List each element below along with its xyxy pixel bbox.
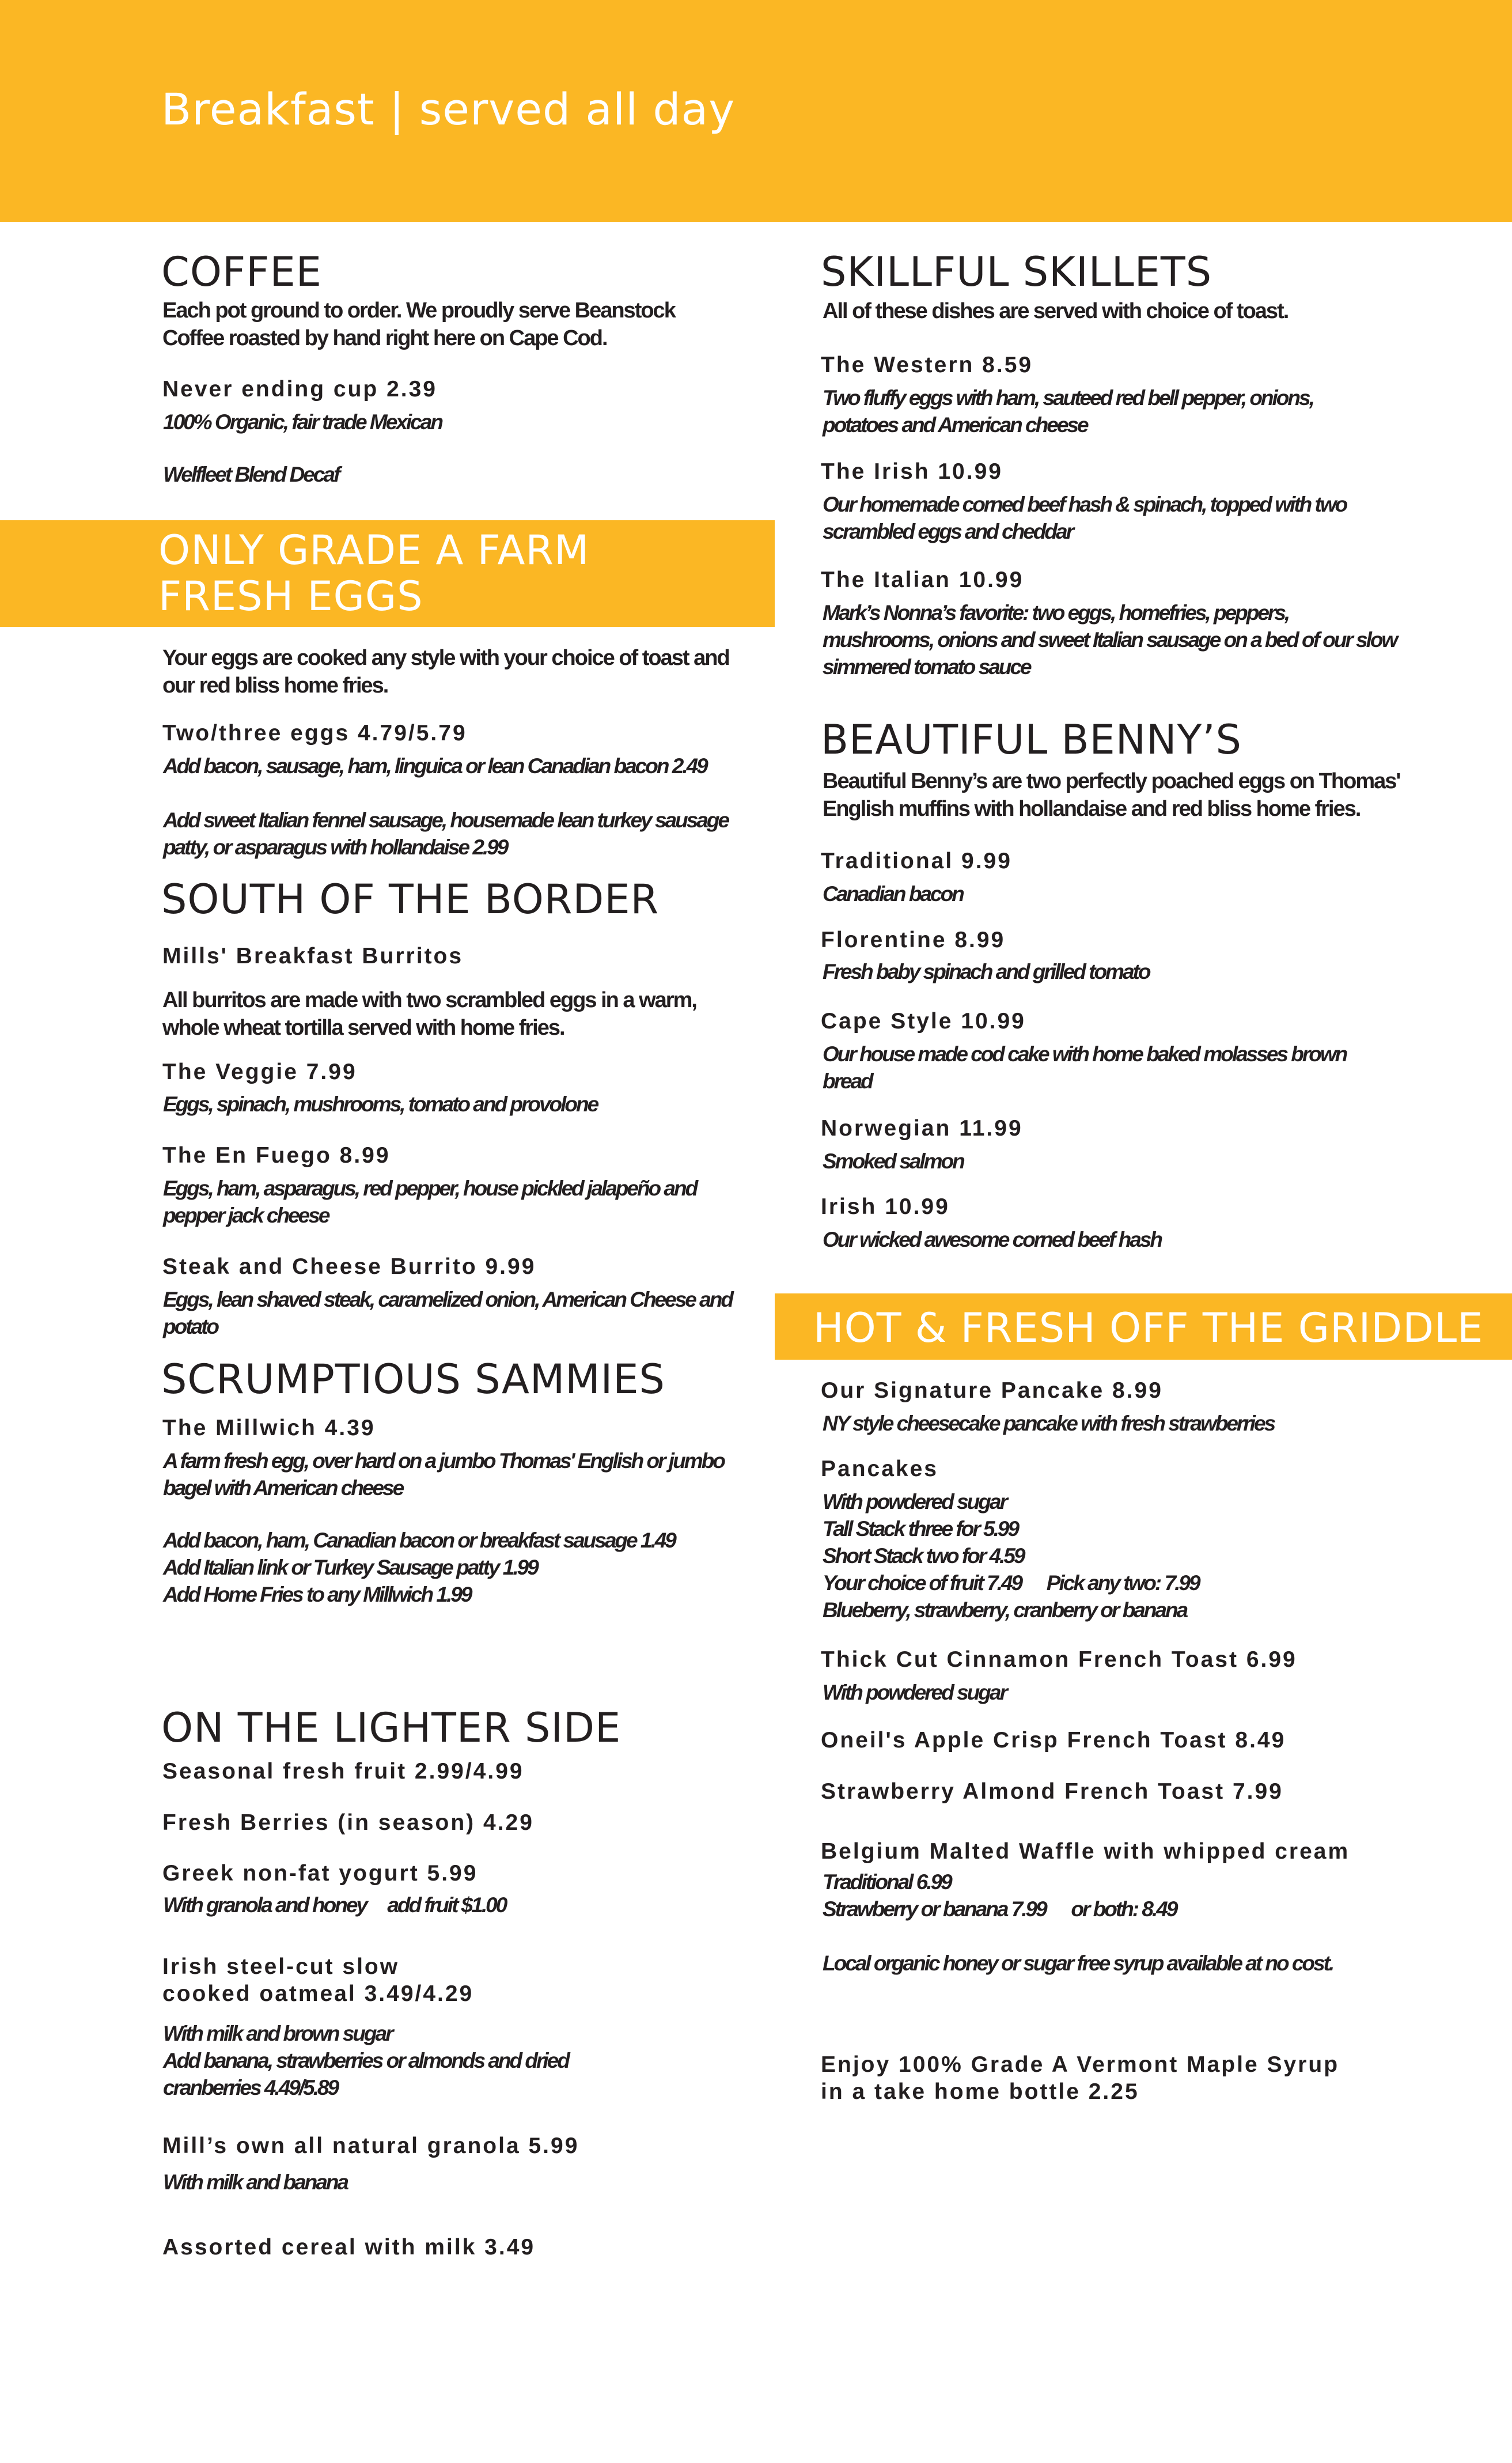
- griddle-item-name: Our Signature Pancake 8.99: [821, 1378, 1163, 1403]
- griddle-item-name: Pancakes: [821, 1456, 938, 1481]
- skillets-item-desc: Mark’s Nonna’s favorite: two eggs, homefries, peppers, mushrooms, onions and sweet Italian sausage on a bed of our slow simmered tomato sauce: [823, 601, 1397, 679]
- lighter-item-name: Mill’s own all natural granola 5.99: [162, 2133, 579, 2158]
- griddle-item-name: Thick Cut Cinnamon French Toast 6.99: [821, 1647, 1297, 1672]
- benny-item-name: Irish 10.99: [821, 1194, 950, 1219]
- benny-item-name: Traditional 9.99: [821, 849, 1012, 873]
- griddle-item-desc: Short Stack two for 4.59: [823, 1544, 1024, 1568]
- lighter-heading: ON THE LIGHTER SIDE: [161, 1704, 622, 1751]
- skillets-item-name: The Irish 10.99: [821, 459, 1003, 484]
- south-item-name: The En Fuego 8.99: [162, 1143, 391, 1168]
- coffee-item-desc: Welfleet Blend Decaf: [163, 463, 339, 486]
- south-heading: SOUTH OF THE BORDER: [161, 876, 660, 923]
- sammies-item-desc: A farm fresh egg, over hard on a jumbo Thomas' English or jumbo bagel with American cheese: [163, 1449, 724, 1500]
- burritos-subheading: Mills' Breakfast Burritos: [162, 944, 464, 968]
- griddle-item-desc: With powdered sugar: [823, 1490, 1006, 1514]
- lighter-item-name: Fresh Berries (in season) 4.29: [162, 1810, 534, 1835]
- lighter-item-name: Assorted cereal with milk 3.49: [162, 2235, 536, 2260]
- lighter-item-desc: Add banana, strawberries or almonds and dried cranberries 4.49/5.89: [163, 2049, 569, 2099]
- eggs-item-desc: Add sweet Italian fennel sausage, housemade lean turkey sausage patty, or asparagus with hollandaise 2.99: [163, 808, 729, 859]
- griddle-item-name: Strawberry Almond French Toast 7.99: [821, 1779, 1283, 1804]
- south-item-desc: Eggs, ham, asparagus, red pepper, house pickled jalapeño and pepper jack cheese: [163, 1176, 697, 1227]
- syrup-offer: Enjoy 100% Grade A Vermont Maple Syrup: [821, 2052, 1340, 2077]
- griddle-item-desc: With powdered sugar: [823, 1681, 1006, 1704]
- coffee-item-desc: 100% Organic, fair trade Mexican: [163, 410, 442, 434]
- south-intro: All burritos are made with two scrambled eggs in a warm, whole wheat tortilla served with home fries.: [162, 988, 696, 1040]
- coffee-heading: COFFEE: [161, 248, 322, 296]
- south-item-desc: Eggs, spinach, mushrooms, tomato and provolone: [163, 1092, 598, 1116]
- griddle-item-desc: Your choice of fruit 7.49 Pick any two: 7.99: [823, 1571, 1199, 1595]
- sammies-item-name: The Millwich 4.39: [162, 1416, 376, 1440]
- benny-item-desc: Our wicked awesome corned beef hash: [823, 1228, 1161, 1251]
- benny-item-name: Cape Style 10.99: [821, 1009, 1026, 1034]
- lighter-item-desc: With granola and honey add fruit $1.00: [163, 1893, 506, 1917]
- sammies-addon: Add Italian link or Turkey Sausage patty 1.99: [163, 1556, 537, 1579]
- south-item-name: Steak and Cheese Burrito 9.99: [162, 1254, 536, 1279]
- eggs-intro: Your eggs are cooked any style with your choice of toast and our red bliss home fries.: [162, 646, 729, 698]
- eggs-item-desc: Add bacon, sausage, ham, linguica or lean Canadian bacon 2.49: [163, 754, 707, 778]
- benny-item-desc: Fresh baby spinach and grilled tomato: [823, 960, 1150, 983]
- griddle-item-name: Oneil's Apple Crisp French Toast 8.49: [821, 1728, 1286, 1753]
- header-bar: [0, 0, 1512, 222]
- skillets-item-name: The Western 8.59: [821, 353, 1033, 377]
- page-title: Breakfast | served all day: [161, 84, 736, 135]
- griddle-item-desc: Traditional 6.99: [823, 1870, 951, 1894]
- lighter-item-name: Irish steel-cut slow: [162, 1954, 400, 1979]
- skillets-heading: SKILLFUL SKILLETS: [821, 248, 1212, 296]
- benny-item-desc: Smoked salmon: [823, 1149, 964, 1173]
- skillets-intro: All of these dishes are served with choice of toast.: [823, 299, 1289, 323]
- sammies-addon: Add Home Fries to any Millwich 1.99: [163, 1583, 471, 1606]
- lighter-item-name: Seasonal fresh fruit 2.99/4.99: [162, 1759, 524, 1784]
- eggs-heading-band: [0, 520, 775, 627]
- griddle-heading: HOT & FRESH OFF THE GRIDDLE: [813, 1304, 1484, 1352]
- eggs-heading-line2: FRESH EGGS: [158, 573, 423, 620]
- griddle-heading-band: [775, 1293, 1512, 1360]
- south-item-desc: Eggs, lean shaved steak, caramelized onion, American Cheese and potato: [163, 1288, 732, 1338]
- coffee-intro: Each pot ground to order. We proudly serve Beanstock Coffee roasted by hand right here on Cape Cod.: [162, 298, 675, 350]
- eggs-heading-line1: ONLY GRADE A FARM: [158, 527, 590, 574]
- skillets-item-name: The Italian 10.99: [821, 567, 1024, 592]
- griddle-item-desc: Tall Stack three for 5.99: [823, 1517, 1018, 1541]
- skillets-item-desc: Two fluffy eggs with ham, sauteed red bell pepper, onions, potatoes and American cheese: [823, 386, 1313, 437]
- lighter-item-name: Greek non-fat yogurt 5.99: [162, 1861, 478, 1886]
- benny-item-desc: Our house made cod cake with home baked molasses brown bread: [823, 1042, 1347, 1093]
- benny-item-desc: Canadian bacon: [823, 882, 963, 906]
- griddle-item-desc: Blueberry, strawberry, cranberry or banana: [823, 1598, 1187, 1622]
- sammies-heading: SCRUMPTIOUS SAMMIES: [161, 1356, 665, 1403]
- syrup-offer: in a take home bottle 2.25: [821, 2079, 1139, 2104]
- sammies-addon: Add bacon, ham, Canadian bacon or breakfast sausage 1.49: [163, 1529, 675, 1552]
- lighter-item-name: cooked oatmeal 3.49/4.29: [162, 1981, 474, 2006]
- coffee-item-name: Never ending cup 2.39: [162, 377, 437, 402]
- griddle-item-name: Belgium Malted Waffle with whipped cream: [821, 1839, 1350, 1864]
- benny-heading: BEAUTIFUL BENNY’S: [821, 716, 1242, 763]
- benny-item-name: Norwegian 11.99: [821, 1116, 1023, 1141]
- benny-intro: Beautiful Benny’s are two perfectly poached eggs on Thomas' English muffins with hollandaise and red bliss home fries.: [823, 769, 1400, 821]
- benny-item-name: Florentine 8.99: [821, 928, 1006, 952]
- griddle-item-desc: NY style cheesecake pancake with fresh strawberries: [823, 1412, 1275, 1435]
- griddle-note: Local organic honey or sugar free syrup available at no cost.: [823, 1951, 1333, 1975]
- skillets-item-desc: Our homemade corned beef hash & spinach, topped with two scrambled eggs and cheddar: [823, 493, 1347, 543]
- lighter-item-desc: With milk and banana: [163, 2170, 347, 2194]
- eggs-item-name: Two/three eggs 4.79/5.79: [162, 721, 467, 746]
- griddle-item-desc: Strawberry or banana 7.99 or both: 8.49: [823, 1897, 1177, 1921]
- south-item-name: The Veggie 7.99: [162, 1060, 357, 1084]
- lighter-item-desc: With milk and brown sugar: [163, 2022, 392, 2045]
